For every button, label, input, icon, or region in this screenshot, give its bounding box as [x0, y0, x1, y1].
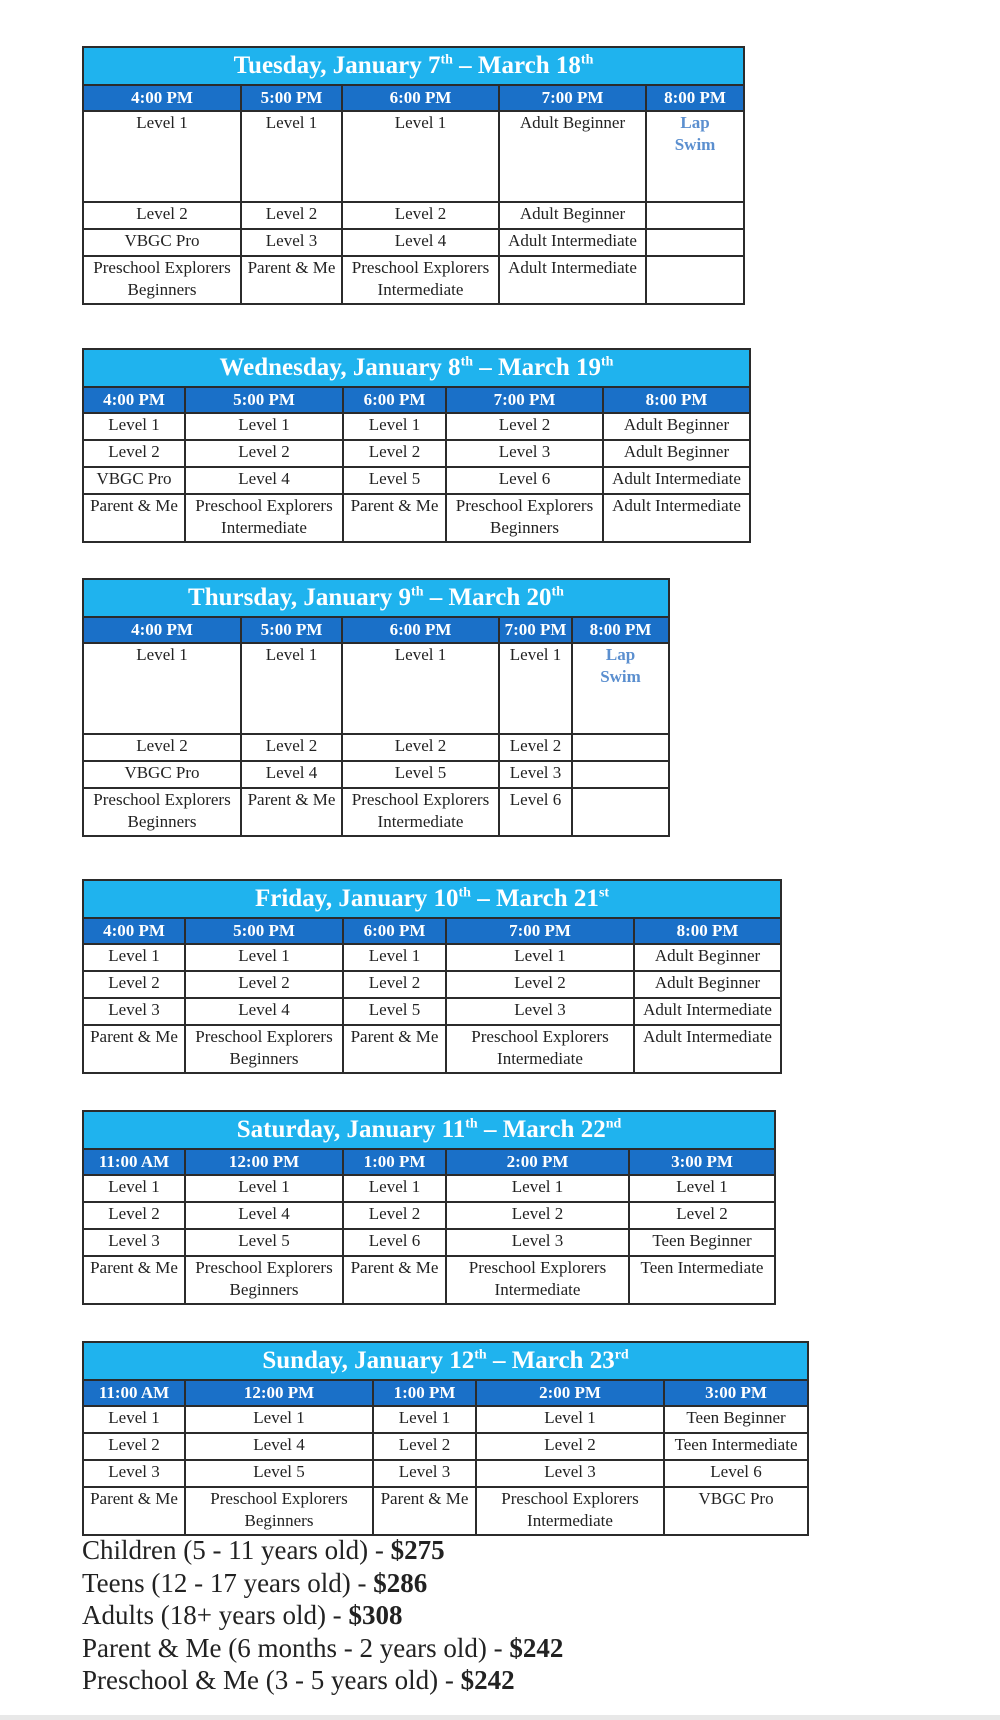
class-cell: Preschool Explorers Beginners [83, 256, 241, 304]
class-cell: Level 1 [83, 111, 241, 202]
class-cell: Level 2 [342, 202, 499, 229]
lap-swim-label: Lap Swim [646, 111, 744, 202]
class-cell: Level 1 [241, 111, 342, 202]
class-cell: Preschool Explorers Intermediate [446, 1025, 634, 1073]
class-cell: Level 2 [185, 440, 343, 467]
time-header: 7:00 PM [446, 387, 603, 413]
class-cell: Level 4 [185, 998, 343, 1025]
class-cell: Level 3 [499, 761, 572, 788]
time-header: 2:00 PM [446, 1149, 629, 1175]
price-amount: $308 [348, 1600, 403, 1630]
class-cell: Adult Intermediate [499, 256, 646, 304]
class-cell [572, 734, 669, 761]
time-header: 1:00 PM [373, 1380, 476, 1406]
class-cell: Level 2 [446, 413, 603, 440]
class-cell: Level 2 [343, 1202, 446, 1229]
class-cell: Adult Beginner [603, 413, 750, 440]
class-cell: Level 2 [343, 971, 446, 998]
class-cell: Adult Intermediate [603, 467, 750, 494]
time-header: 7:00 PM [499, 85, 646, 111]
class-cell: Level 1 [373, 1406, 476, 1433]
schedule-title: Sunday, January 12th – March 23rd [83, 1342, 808, 1380]
class-cell: Level 1 [343, 944, 446, 971]
class-cell: Teen Beginner [664, 1406, 808, 1433]
class-cell: Level 1 [185, 944, 343, 971]
schedule-title: Saturday, January 11th – March 22nd [83, 1111, 775, 1149]
class-cell: Parent & Me [83, 1487, 185, 1535]
class-cell: Parent & Me [83, 1025, 185, 1073]
class-cell: Adult Beginner [634, 971, 781, 998]
class-cell: Level 2 [241, 734, 342, 761]
time-header: 12:00 PM [185, 1149, 343, 1175]
class-cell: Adult Beginner [634, 944, 781, 971]
time-header: 7:00 PM [499, 617, 572, 643]
class-cell: Level 1 [83, 643, 241, 734]
class-cell [572, 788, 669, 836]
price-amount: $275 [390, 1535, 445, 1565]
class-cell: Teen Intermediate [664, 1433, 808, 1460]
class-cell [572, 761, 669, 788]
class-cell: Level 2 [373, 1433, 476, 1460]
class-cell [646, 229, 744, 256]
class-cell: Level 4 [185, 467, 343, 494]
class-cell: Level 3 [446, 440, 603, 467]
class-cell: Level 2 [83, 971, 185, 998]
class-cell: Teen Intermediate [629, 1256, 775, 1304]
class-cell: Level 5 [185, 1229, 343, 1256]
class-cell: Level 1 [241, 643, 342, 734]
class-cell: Level 2 [476, 1433, 664, 1460]
class-cell: Level 1 [185, 413, 343, 440]
schedule-tuesday [82, 46, 745, 305]
time-header: 1:00 PM [343, 1149, 446, 1175]
time-header: 4:00 PM [83, 617, 241, 643]
lap-swim-label: Lap Swim [572, 643, 669, 734]
class-cell: Preschool Explorers Intermediate [185, 494, 343, 542]
class-cell: Level 1 [342, 111, 499, 202]
class-cell: Level 2 [342, 734, 499, 761]
class-cell: Level 1 [446, 944, 634, 971]
time-header: 8:00 PM [603, 387, 750, 413]
class-cell: Preschool Explorers Intermediate [446, 1256, 629, 1304]
class-cell: Parent & Me [343, 494, 446, 542]
class-cell [646, 256, 744, 304]
class-cell: Level 2 [446, 971, 634, 998]
time-header: 8:00 PM [572, 617, 669, 643]
class-cell: Preschool Explorers Beginners [185, 1256, 343, 1304]
class-cell: Level 2 [185, 971, 343, 998]
schedule-sunday [82, 1341, 809, 1536]
class-cell: Level 2 [83, 202, 241, 229]
class-cell: Adult Intermediate [634, 998, 781, 1025]
class-cell: Level 6 [499, 788, 572, 836]
price-list [82, 1534, 563, 1697]
class-cell: Preschool Explorers Intermediate [476, 1487, 664, 1535]
class-cell: VBGC Pro [664, 1487, 808, 1535]
schedule-thursday [82, 578, 670, 837]
class-cell: Level 2 [83, 1202, 185, 1229]
class-cell: Level 5 [185, 1460, 373, 1487]
time-header: 6:00 PM [342, 617, 499, 643]
class-cell: Preschool Explorers Beginners [446, 494, 603, 542]
class-cell: Preschool Explorers Intermediate [342, 788, 499, 836]
class-cell: Level 1 [83, 944, 185, 971]
class-cell: Preschool Explorers Beginners [83, 788, 241, 836]
class-cell: Level 1 [342, 643, 499, 734]
page-bottom-border [0, 1715, 1000, 1720]
time-header: 11:00 AM [83, 1380, 185, 1406]
price-line: Teens (12 - 17 years old) - $286 [82, 1567, 428, 1598]
class-cell: Level 1 [83, 413, 185, 440]
class-cell: Parent & Me [83, 494, 185, 542]
class-cell: Level 3 [446, 998, 634, 1025]
class-cell: Adult Beginner [603, 440, 750, 467]
time-header: 3:00 PM [629, 1149, 775, 1175]
class-cell: Level 6 [664, 1460, 808, 1487]
time-header: 6:00 PM [343, 387, 446, 413]
class-cell: Level 4 [185, 1202, 343, 1229]
class-cell: Level 4 [185, 1433, 373, 1460]
schedule-title: Thursday, January 9th – March 20th [83, 579, 669, 617]
time-header: 5:00 PM [241, 617, 342, 643]
class-cell: Level 1 [343, 1175, 446, 1202]
class-cell: Level 2 [83, 734, 241, 761]
class-cell: Parent & Me [241, 788, 342, 836]
class-cell: Parent & Me [83, 1256, 185, 1304]
time-header: 3:00 PM [664, 1380, 808, 1406]
time-header: 11:00 AM [83, 1149, 185, 1175]
time-header: 5:00 PM [185, 918, 343, 944]
price-line: Adults (18+ years old) - $308 [82, 1600, 403, 1630]
price-line: Children (5 - 11 years old) - $275 [82, 1535, 445, 1565]
class-cell: Level 2 [499, 734, 572, 761]
class-cell: Level 1 [499, 643, 572, 734]
class-cell: Level 1 [185, 1175, 343, 1202]
class-cell: Level 3 [446, 1229, 629, 1256]
class-cell: Level 6 [446, 467, 603, 494]
class-cell: Adult Intermediate [499, 229, 646, 256]
time-header: 12:00 PM [185, 1380, 373, 1406]
class-cell: Level 1 [185, 1406, 373, 1433]
class-cell: Level 2 [83, 1433, 185, 1460]
schedule-wednesday [82, 348, 751, 543]
class-cell: Teen Beginner [629, 1229, 775, 1256]
class-cell: VBGC Pro [83, 761, 241, 788]
time-header: 5:00 PM [241, 85, 342, 111]
class-cell: Level 6 [343, 1229, 446, 1256]
class-cell: Parent & Me [343, 1025, 446, 1073]
price-amount: $242 [460, 1665, 515, 1695]
class-cell: Level 3 [83, 998, 185, 1025]
class-cell: Adult Intermediate [603, 494, 750, 542]
class-cell [646, 202, 744, 229]
class-cell: Level 2 [446, 1202, 629, 1229]
class-cell: VBGC Pro [83, 229, 241, 256]
class-cell: Level 5 [343, 998, 446, 1025]
schedule-title: Wednesday, January 8th – March 19th [83, 349, 750, 387]
class-cell: Level 1 [343, 413, 446, 440]
time-header: 8:00 PM [646, 85, 744, 111]
schedule-title: Tuesday, January 7th – March 18th [83, 47, 744, 85]
class-cell: Level 4 [241, 761, 342, 788]
schedule-friday [82, 879, 782, 1074]
time-header: 6:00 PM [342, 85, 499, 111]
class-cell: Level 2 [83, 440, 185, 467]
schedule-title: Friday, January 10th – March 21st [83, 880, 781, 918]
class-cell: Level 3 [476, 1460, 664, 1487]
class-cell: Adult Intermediate [634, 1025, 781, 1073]
class-cell: Level 2 [343, 440, 446, 467]
class-cell: VBGC Pro [83, 467, 185, 494]
time-header: 2:00 PM [476, 1380, 664, 1406]
price-amount: $286 [373, 1567, 428, 1598]
time-header: 5:00 PM [185, 387, 343, 413]
class-cell: Parent & Me [343, 1256, 446, 1304]
class-cell: Parent & Me [373, 1487, 476, 1535]
class-cell: Level 1 [476, 1406, 664, 1433]
class-cell: Preschool Explorers Intermediate [342, 256, 499, 304]
class-cell: Level 3 [241, 229, 342, 256]
time-header: 4:00 PM [83, 918, 185, 944]
time-header: 4:00 PM [83, 85, 241, 111]
class-cell: Level 5 [342, 761, 499, 788]
class-cell: Level 1 [446, 1175, 629, 1202]
price-line: Parent & Me (6 months - 2 years old) - $242 [82, 1632, 564, 1663]
time-header: 7:00 PM [446, 918, 634, 944]
class-cell: Level 1 [629, 1175, 775, 1202]
time-header: 6:00 PM [343, 918, 446, 944]
class-cell: Adult Beginner [499, 111, 646, 202]
time-header: 4:00 PM [83, 387, 185, 413]
class-cell: Adult Beginner [499, 202, 646, 229]
class-cell: Level 3 [83, 1460, 185, 1487]
class-cell: Level 2 [241, 202, 342, 229]
class-cell: Parent & Me [241, 256, 342, 304]
price-amount: $242 [509, 1632, 564, 1663]
class-cell: Level 1 [83, 1406, 185, 1433]
class-cell: Level 4 [342, 229, 499, 256]
time-header: 8:00 PM [634, 918, 781, 944]
class-cell: Level 3 [83, 1229, 185, 1256]
class-cell: Level 2 [629, 1202, 775, 1229]
class-cell: Level 3 [373, 1460, 476, 1487]
class-cell: Preschool Explorers Beginners [185, 1025, 343, 1073]
price-line: Preschool & Me (3 - 5 years old) - $242 [82, 1665, 515, 1695]
schedule-saturday [82, 1110, 776, 1305]
class-cell: Level 5 [343, 467, 446, 494]
class-cell: Preschool Explorers Beginners [185, 1487, 373, 1535]
class-cell: Level 1 [83, 1175, 185, 1202]
